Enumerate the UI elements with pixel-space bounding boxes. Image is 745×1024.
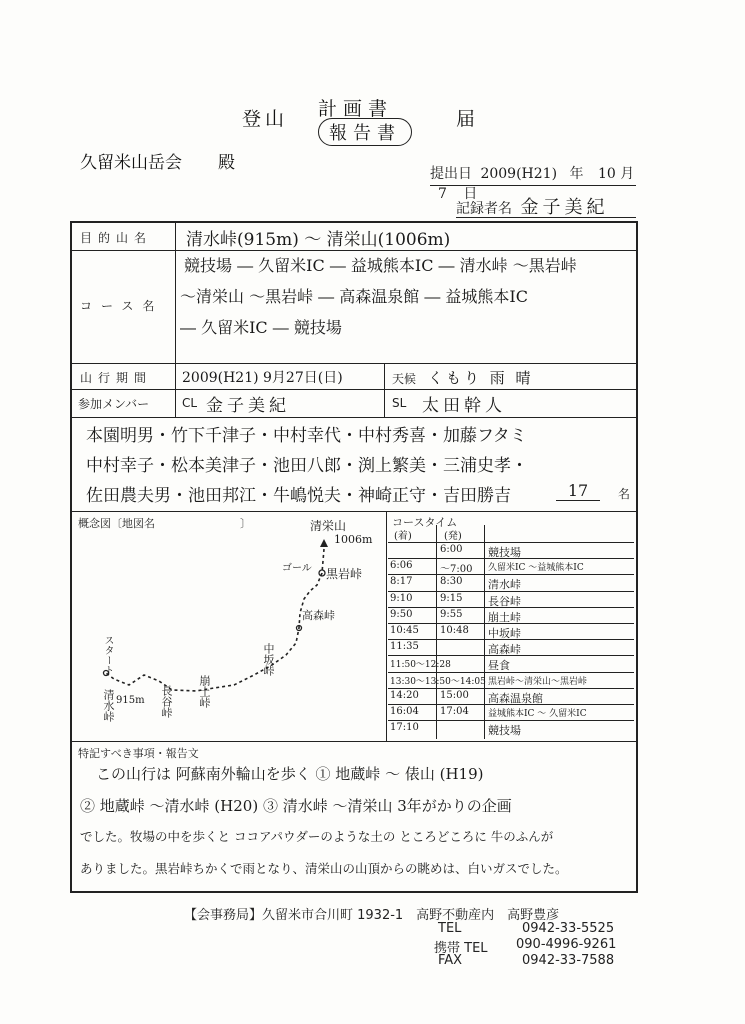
course-time-depart: 10:48 bbox=[440, 625, 469, 636]
report-line-3: でした。牧場の中を歩くと ココアパウダーのような土の ところどころに 牛のふんが bbox=[80, 829, 554, 844]
weather-value: くもり 雨 晴 bbox=[428, 369, 534, 387]
course-time-row-line bbox=[388, 558, 634, 559]
course-time-row-line bbox=[388, 574, 634, 575]
title-prefix: 登山 bbox=[242, 108, 289, 130]
course-time-row-line bbox=[388, 688, 634, 689]
report-line-2: ② 地蔵峠 ～清水峠 (H20) ③ 清水峠 ～清栄山 3年がかりの企画 bbox=[80, 797, 512, 815]
cl-value: 金子美紀 bbox=[206, 396, 290, 416]
title-report-circled: 報告書 bbox=[318, 118, 412, 146]
office-address: 【会事務局】久留米市合川町 1932-1 高野不動産内 高野豊彦 bbox=[184, 908, 560, 923]
map-nagatani: 長谷峠 bbox=[160, 685, 173, 718]
course-time-row-line bbox=[388, 623, 634, 624]
course-time-depart: 9:15 bbox=[440, 592, 463, 604]
submission-date bbox=[430, 163, 636, 202]
course-time-place: 高森峠 bbox=[488, 643, 521, 657]
members-label: 参加メンバー bbox=[78, 397, 150, 411]
course-time-arrive: 14:20 bbox=[390, 689, 419, 701]
mobile-label: 携帯 TEL bbox=[434, 941, 488, 956]
title-plan: 計画書 bbox=[318, 98, 394, 120]
members-line-2: 中村幸子・松本美津子・池田八郎・渕上繁美・三浦史孝・ bbox=[86, 456, 528, 476]
course-time-depart: 6:00 bbox=[440, 544, 463, 555]
map-kuzure: 崩土峠 bbox=[198, 675, 211, 708]
course-time-row-line bbox=[388, 542, 634, 543]
course-time-arrive: 10:45 bbox=[390, 625, 419, 636]
course-time-arrive: 16:04 bbox=[390, 706, 419, 717]
course-time-row-line bbox=[388, 639, 634, 640]
course-time-arrive: 13:30～13:50～14:05 bbox=[390, 676, 486, 687]
map-summit: 清栄山 bbox=[310, 519, 347, 533]
course-line-2: ～清栄山 ～黒岩峠 ― 高森温泉館 ― 益城熊本IC bbox=[180, 287, 528, 306]
course-time-arrive: 11:35 bbox=[390, 641, 419, 653]
date-label: 提出日 bbox=[430, 166, 472, 182]
course-label: コース名 bbox=[80, 299, 164, 313]
mountain-value: 清水峠(915m) ～ 清栄山(1006m) bbox=[186, 230, 451, 250]
date-year-value: 2009(H21) bbox=[480, 166, 558, 182]
weather-label: 天候 bbox=[392, 372, 417, 386]
course-time-depart: 15:00 bbox=[440, 689, 469, 701]
course-time-place: 高森温泉館 bbox=[488, 691, 543, 705]
report-line-1: この山行は 阿蘇南外輪山を歩く ① 地蔵峠 ～ 俵山 (H19) bbox=[96, 765, 484, 783]
depart-label: (発) bbox=[444, 531, 462, 542]
map-label-close: 〕 bbox=[240, 517, 251, 530]
arrive-label: (着) bbox=[394, 531, 412, 542]
recorder-value: 金子美紀 bbox=[520, 197, 609, 218]
period-label: 山行期間 bbox=[80, 371, 153, 385]
fax-label: FAX bbox=[438, 953, 463, 968]
fax-value: 0942-33-7588 bbox=[522, 953, 615, 968]
report-line-4: ありました。黒岩峠ちかくで雨となり、清栄山の山頂からの眺めは、白いガスでした。 bbox=[80, 861, 568, 876]
member-count: 17 bbox=[556, 481, 600, 501]
member-count-unit: 名 bbox=[618, 487, 631, 501]
course-time-row-line bbox=[388, 655, 634, 656]
map-nakasaka: 中坂峠 bbox=[262, 643, 275, 676]
course-time-depart: 17:04 bbox=[440, 706, 469, 717]
tel-value: 0942-33-5525 bbox=[522, 921, 615, 936]
honorific: 殿 bbox=[218, 153, 235, 173]
course-time-row-line bbox=[388, 607, 634, 608]
course-line-3: ― 久留米IC ― 競技場 bbox=[180, 318, 342, 337]
course-time-place: 崩土峠 bbox=[488, 610, 521, 624]
title-suffix: 届 bbox=[456, 108, 476, 130]
course-line-1: 競技場 ― 久留米IC ― 益城熊本IC ― 清水峠 ～黒岩峠 bbox=[184, 256, 577, 275]
course-time-row-line bbox=[388, 704, 634, 705]
map-start: スタート bbox=[102, 635, 113, 675]
map-summit-alt: 1006m bbox=[334, 533, 373, 546]
date-month-label: 月 bbox=[620, 166, 635, 182]
sl-label: SL bbox=[392, 396, 407, 410]
course-time-depart: ～7:00 bbox=[440, 564, 473, 576]
addressee: 久留米山岳会 bbox=[80, 153, 182, 173]
date-year-label: 年 bbox=[569, 166, 584, 182]
course-time-arrive: 9:50 bbox=[390, 608, 413, 620]
map-label: 概念図〔地図名 bbox=[78, 517, 155, 530]
course-time-place: 黒岩峠～清栄山～黒岩峠 bbox=[488, 676, 588, 687]
course-time-row-line bbox=[388, 720, 634, 721]
mountain-label: 目的山名 bbox=[80, 231, 153, 245]
cl-label: CL bbox=[182, 396, 198, 410]
course-time-arrive: 9:10 bbox=[390, 592, 413, 604]
course-time-table bbox=[388, 513, 634, 739]
course-time-row-line bbox=[388, 672, 634, 673]
course-time-arrive: 11:50～12:28 bbox=[390, 660, 451, 671]
recorder-label: 記録者名 bbox=[456, 201, 512, 217]
course-time-place: 昼食 bbox=[488, 659, 510, 673]
course-time-place: 益城熊本IC ～ 久留米IC bbox=[488, 709, 587, 719]
period-value: 2009(H21) 9月27日(日) bbox=[182, 370, 343, 386]
map-shimizu-alt: 915m bbox=[116, 695, 145, 706]
members-line-3: 佐田農夫男・池田邦江・牛嶋悦夫・神崎正守・吉田勝吉 bbox=[86, 486, 511, 506]
tel-label: TEL bbox=[438, 921, 462, 936]
course-time-row-line bbox=[388, 591, 634, 592]
sl-value: 太田幹人 bbox=[422, 396, 506, 416]
course-time-arrive: 17:10 bbox=[390, 722, 419, 734]
map-takamori: 高森峠 bbox=[302, 609, 335, 622]
course-time-depart: 9:55 bbox=[440, 608, 463, 620]
recorder bbox=[456, 193, 636, 218]
course-time-place: 久留米IC ～益城熊本IC bbox=[488, 563, 584, 574]
course-time-place: 清水峠 bbox=[488, 578, 521, 592]
course-time-arrive: 6:06 bbox=[390, 560, 413, 572]
mobile-value: 090-4996-9261 bbox=[516, 937, 617, 952]
map-goal: ゴール bbox=[282, 563, 312, 574]
course-time-depart: 8:30 bbox=[440, 576, 463, 588]
course-time-arrive: 8:17 bbox=[390, 576, 413, 588]
course-time-place: 競技場 bbox=[488, 724, 521, 738]
date-day-label: 日 bbox=[463, 186, 478, 202]
plan-table bbox=[70, 221, 638, 893]
course-time-place: 長谷峠 bbox=[488, 594, 521, 608]
course-time-label: コースタイム bbox=[392, 516, 458, 529]
map-kuroiwa: 黒岩峠 bbox=[326, 567, 363, 581]
date-day-value: 7 bbox=[438, 186, 447, 202]
course-time-place: 競技場 bbox=[488, 546, 521, 559]
date-month-value: 10 bbox=[597, 166, 616, 182]
course-time-place: 中坂峠 bbox=[488, 627, 521, 640]
members-line-1: 本園明男・竹下千津子・中村幸代・中村秀喜・加藤フタミ bbox=[86, 426, 527, 446]
report-label: 特記すべき事項・報告文 bbox=[78, 747, 199, 760]
map-shimizu: 清水峠 bbox=[102, 689, 115, 722]
